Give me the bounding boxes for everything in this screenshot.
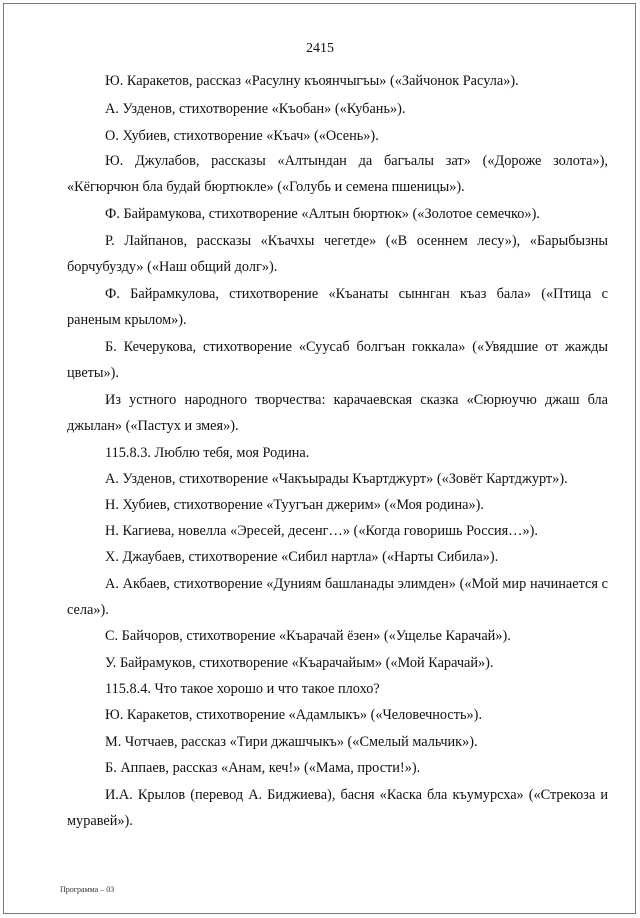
section-heading-8-4: 115.8.4. Что такое хорошо и что такое плохо? xyxy=(105,681,380,697)
page-number: 2415 xyxy=(306,41,334,56)
paragraph-chotchaev-brave-boy: М. Чотчаев, рассказ «Тири джашчыкъ» («Смелый мальчик»). xyxy=(105,734,478,750)
paragraph-uzdenov-kartdzhurt: А. Узденов, стихотворение «Чакъырады Къартджурт» («Зовёт Картджурт»). xyxy=(105,471,568,487)
paragraph-laypanov-stories: Р. Лайпанов, рассказы «Къачхы чегетде» («В осеннем лесу»), «Барыбызны борчубузду» («Наш общий долг»). xyxy=(67,233,608,275)
paragraph-folk-tale: Из устного народного творчества: карачаевская сказка «Сюрюучю джаш бла джылан» («Пастух и змея»). xyxy=(67,392,608,434)
paragraph-baychorov-gorge: С. Байчоров, стихотворение «Къарачай ёзен» («Ущелье Карачай»). xyxy=(105,628,511,644)
paragraph-bayramukova-seed: Ф. Байрамукова, стихотворение «Алтын бюртюк» («Золотое семечко»). xyxy=(105,206,540,222)
paragraph-karaketov-humanity: Ю. Каракетов, стихотворение «Адамлыкъ» («Человечность»). xyxy=(105,707,483,723)
paragraph-khubiev-homeland: Н. Хубиев, стихотворение «Туугъан джерим» («Моя родина»). xyxy=(105,497,484,513)
paragraph-dzhulabov-stories: Ю. Джулабов, рассказы «Алтындан да багъалы зат» («Дороже золота»), «Кёгюрчюн бла будай бюртюкле» («Голубь и семена пшеницы»). xyxy=(67,153,608,195)
paragraph-khubiev-autumn: О. Хубиев, стихотворение «Къач» («Осень»). xyxy=(105,128,379,144)
section-heading-8-3: 115.8.3. Люблю тебя, моя Родина. xyxy=(105,445,310,461)
paragraph-karaketov-story: Ю. Каракетов, рассказ «Расулну къоянчыгъы» («Зайчонок Расула»). xyxy=(105,73,519,89)
paragraph-kagieva-novella: Н. Кагиева, новелла «Эресей, десенг…» («Когда говоришь Россия…»). xyxy=(105,523,538,539)
paragraph-krylov-fable: И.А. Крылов (перевод А. Биджиева), басня «Каска бла къумурсха» («Стрекоза и муравей»). xyxy=(67,787,608,829)
paragraph-bayramukov-karachay: У. Байрамуков, стихотворение «Къарачайым» («Мой Карачай»). xyxy=(105,655,494,671)
page-footer: Программа – 03 xyxy=(60,885,115,894)
paragraph-kecherukova-flowers: Б. Кечерукова, стихотворение «Суусаб болгъан гоккала» («Увядшие от жажды цветы»). xyxy=(67,339,608,381)
paragraph-akbaev-world: А. Акбаев, стихотворение «Дуниям башланады элимден» («Мой мир начинается с села»). xyxy=(67,576,608,618)
paragraph-dzhaubaev-narts: Х. Джаубаев, стихотворение «Сибил нартла» («Нарты Сибила»). xyxy=(105,549,499,565)
paragraph-appaev-mama: Б. Аппаев, рассказ «Анам, кеч!» («Мама, прости!»). xyxy=(105,760,421,776)
paragraph-uzdenov-kuban: А. Узденов, стихотворение «Къобан» («Кубань»). xyxy=(105,101,406,117)
paragraph-bayramkulova-bird: Ф. Байрамкулова, стихотворение «Къанаты сыннган къаз бала» («Птица с раненым крылом»). xyxy=(67,286,608,328)
